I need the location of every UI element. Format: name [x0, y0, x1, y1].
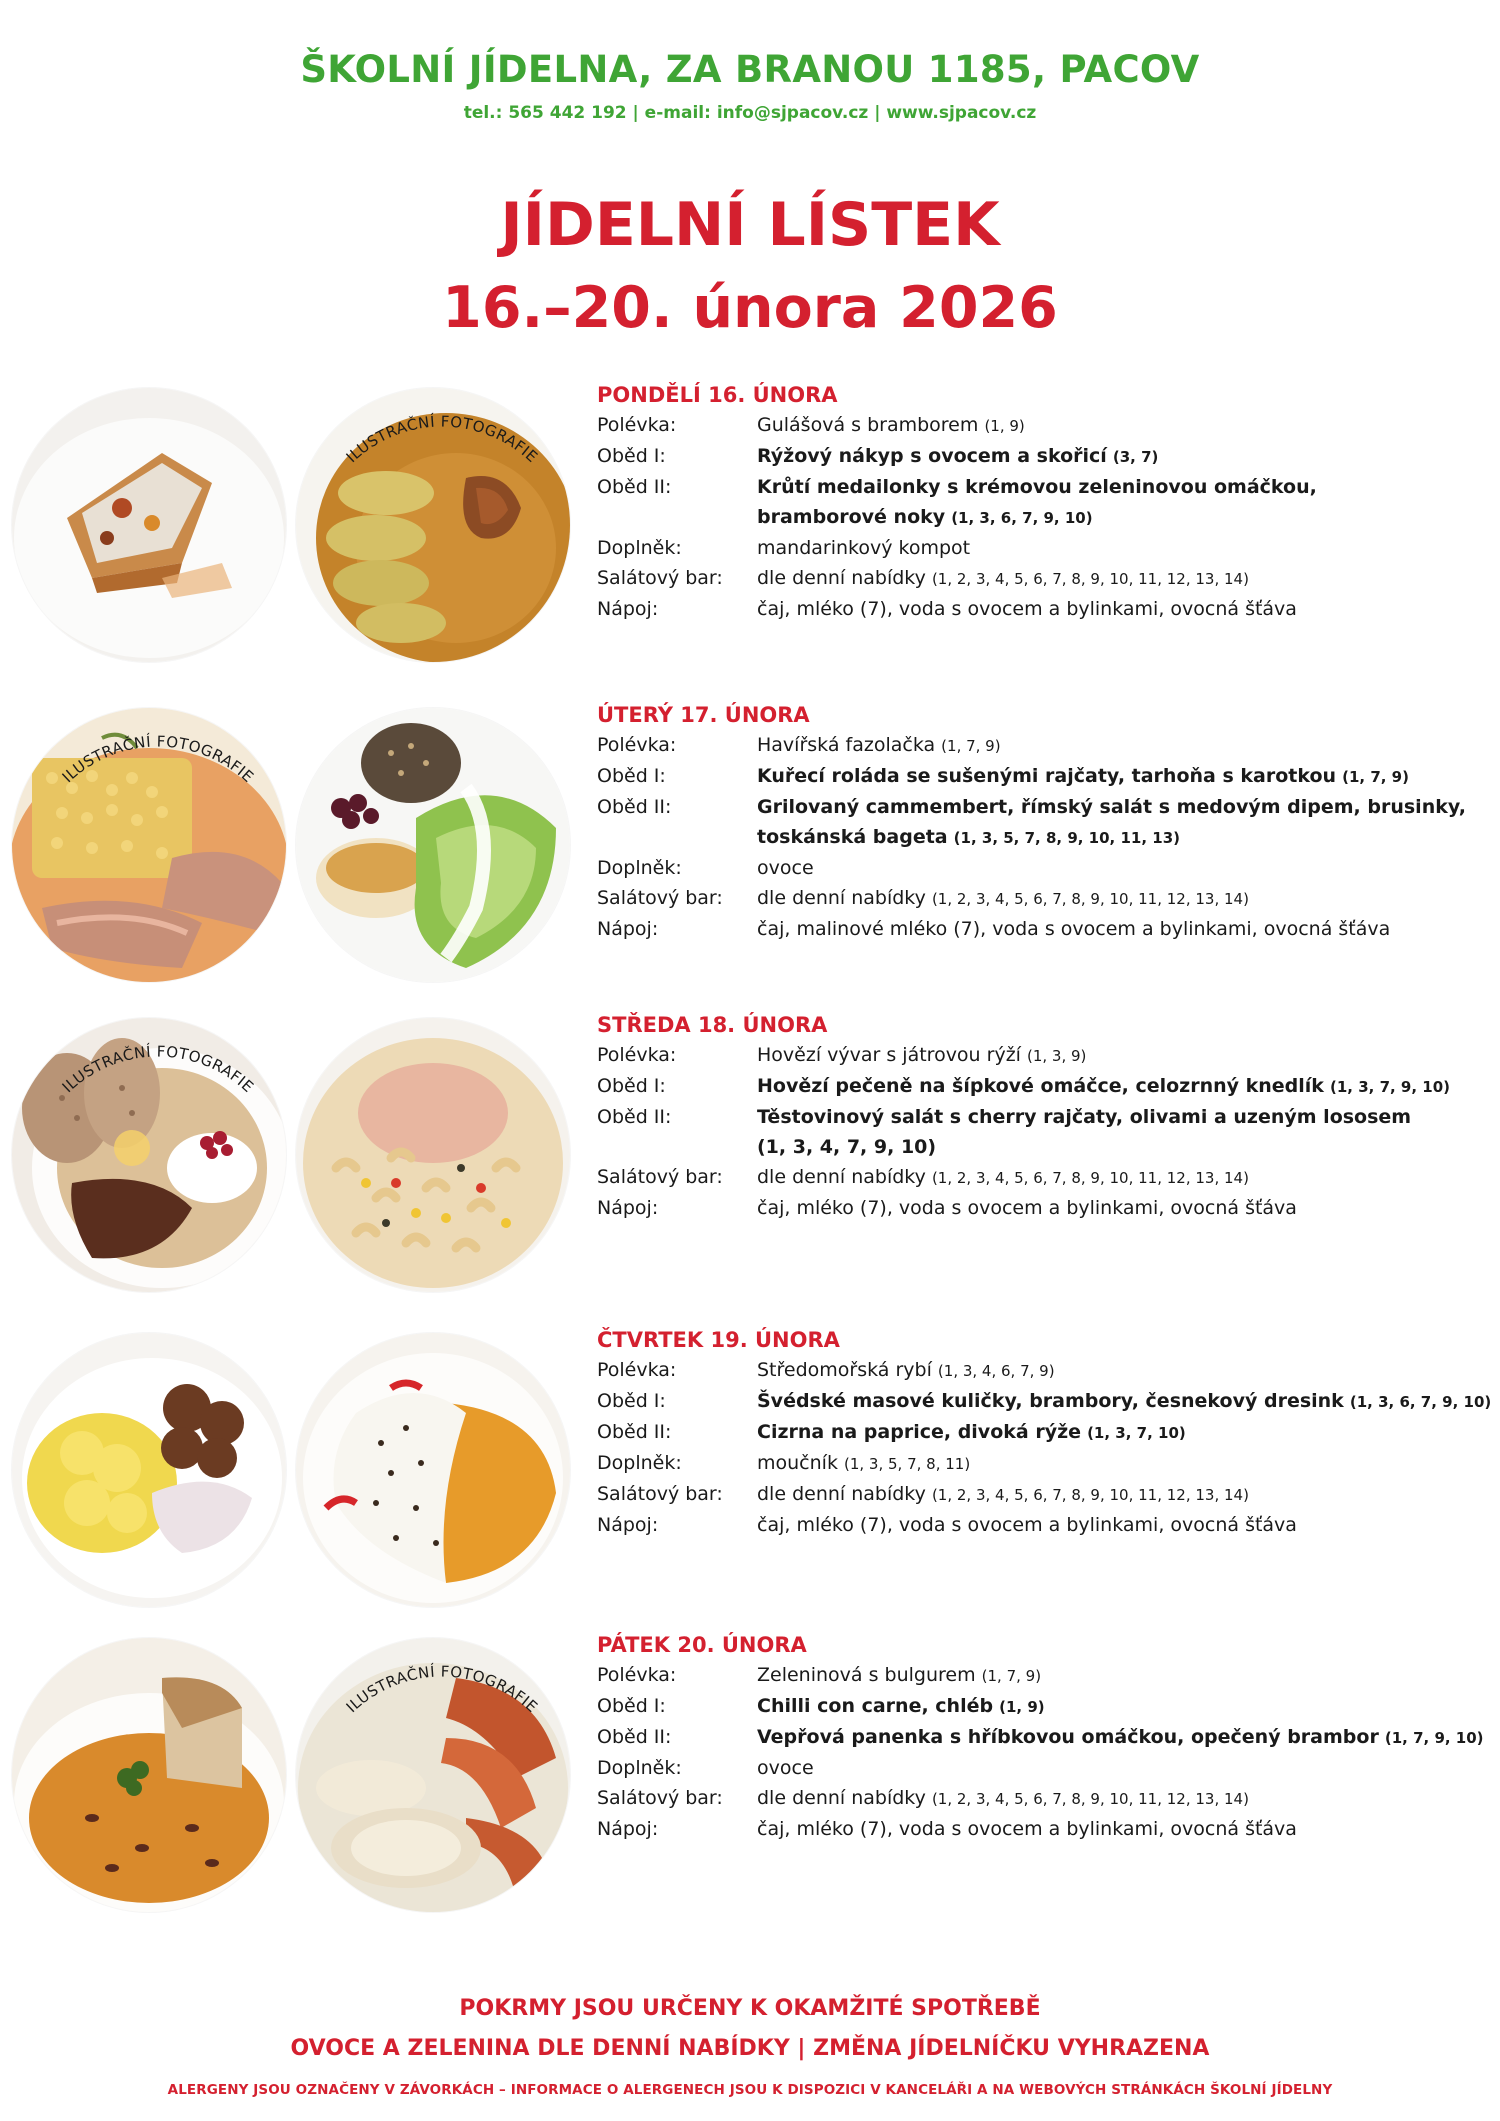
menu-row-value: [757, 1193, 1497, 1223]
footer-notice-consumption: POKRMY JSOU URČENY K OKAMŽITÉ SPOTŘEBĚ: [459, 1996, 1041, 2021]
menu-row-label: Nápoj:: [597, 918, 659, 940]
dish-name: Těstovinový salát s cherry rajčaty, olivami a uzeným lososem: [757, 1106, 1412, 1128]
menu-row: [597, 822, 1497, 853]
day-heading: ÚTERÝ 17. ÚNORA: [597, 703, 810, 727]
allergen-codes: (1, 7, 9, 10): [1384, 1729, 1484, 1747]
dish-name: Gulášová s bramborem: [757, 414, 979, 436]
svg-text:ILUSTRAČNÍ FOTOGRAFIE: [343, 412, 542, 466]
menu-row-label: Oběd II:: [597, 796, 672, 818]
dish-name: ovoce: [757, 1757, 814, 1779]
food-photo-meatballs: [12, 1333, 286, 1607]
allergen-codes: (1, 9): [984, 417, 1025, 435]
food-photo-chickpea-rice: [296, 1333, 570, 1607]
menu-row-value: [757, 1479, 1497, 1510]
menu-row-label: [597, 502, 757, 533]
dish-name: Chilli con carne, chléb: [757, 1695, 994, 1717]
allergen-codes: (1, 7, 9): [981, 1667, 1042, 1685]
menu-row: [597, 502, 1497, 533]
day-heading: PONDĚLÍ 16. ÚNORA: [597, 383, 838, 407]
menu-row-label: Salátový bar:: [597, 1166, 723, 1188]
contact-line: tel.: 565 442 192 | e-mail: info@sjpacov.cz | www.sjpacov.cz: [463, 103, 1037, 123]
menu-row: [597, 1386, 1497, 1417]
menu-row-value: [757, 1417, 1497, 1448]
allergen-codes: (1, 7, 9): [941, 737, 1001, 755]
menu-row-label: Salátový bar:: [597, 567, 723, 589]
dish-name: (1, 3, 4, 7, 9, 10): [757, 1136, 937, 1158]
day-heading: ČTVRTEK 19. ÚNORA: [597, 1328, 840, 1352]
menu-row-label: Oběd II:: [597, 1726, 672, 1748]
allergen-codes: (1, 2, 3, 4, 5, 6, 7, 8, 9, 10, 11, 12, 13, 14): [931, 890, 1249, 908]
food-photo-chilli-con-carne: [12, 1638, 286, 1912]
menu-row: [597, 1417, 1497, 1448]
illustration-label: [8, 990, 308, 1160]
menu-row-label: Nápoj:: [597, 1818, 659, 1840]
day-wednesday: [0, 1010, 1500, 1300]
menu-row-label: Oběd II:: [597, 1106, 672, 1128]
menu-row-label: Nápoj:: [597, 1197, 659, 1219]
menu-row: [597, 563, 1497, 594]
menu-row-label: Doplněk:: [597, 1452, 682, 1474]
menu-row: [597, 730, 1497, 761]
dish-name: Švédské masové kuličky, brambory, česnekový dresink: [757, 1390, 1344, 1412]
menu-row-label: Oběd I:: [597, 765, 666, 787]
allergen-codes: (1, 2, 3, 4, 5, 6, 7, 8, 9, 10, 11, 12, 13, 14): [931, 570, 1249, 588]
allergen-codes: (1, 3, 6, 7, 9, 10): [951, 509, 1093, 527]
dish-name: Grilovaný cammembert, římský salát s medovým dipem, brusinky,: [757, 796, 1466, 818]
menu-row: [597, 472, 1497, 502]
menu-row: [597, 1355, 1497, 1386]
day-menu: [597, 1325, 1497, 1540]
dish-name: dle denní nabídky: [757, 1166, 926, 1188]
illustration-text: ILUSTRAČNÍ FOTOGRAFIE: [58, 732, 258, 787]
dish-name: Krůtí medailonky s krémovou zeleninovou omáčkou,: [757, 476, 1317, 498]
dish-name: Kuřecí roláda se sušenými rajčaty, tarhoňa s karotkou: [757, 765, 1337, 787]
day-tuesday: [0, 700, 1500, 990]
menu-row: [597, 1691, 1497, 1722]
menu-row-value: [757, 853, 1497, 883]
menu-row-value: [757, 594, 1497, 624]
day-heading: STŘEDA 18. ÚNORA: [597, 1013, 828, 1037]
menu-row: [597, 1753, 1497, 1783]
allergen-codes: (1, 3, 4, 6, 7, 9): [937, 1362, 1055, 1380]
menu-row-label: Nápoj:: [597, 598, 659, 620]
menu-row-value: [757, 792, 1497, 822]
menu-row-label: Doplněk:: [597, 1757, 682, 1779]
menu-row-value: [757, 441, 1497, 472]
menu-row: [597, 1448, 1497, 1479]
illustration-text: ILUSTRAČNÍ FOTOGRAFIE: [342, 412, 542, 467]
menu-row-value: [757, 1040, 1497, 1071]
footer-notice-allergens: ALERGENY JSOU OZNAČENY V ZÁVORKÁCH – INFORMACE O ALERGENECH JSOU K DISPOZICI V KANCELÁŘI A NA WEBOVÝCH STRÁNKÁCH ŠKOLNÍ JÍDELNY: [167, 2082, 1333, 2098]
day-menu: [597, 1630, 1497, 1844]
menu-row: [597, 1071, 1497, 1102]
day-heading: PÁTEK 20. ÚNORA: [597, 1633, 807, 1657]
menu-row-value: [757, 883, 1497, 914]
menu-row-value: [757, 1386, 1497, 1417]
menu-row-label: Doplněk:: [597, 537, 682, 559]
allergen-codes: (1, 2, 3, 4, 5, 6, 7, 8, 9, 10, 11, 12, 13, 14): [931, 1790, 1249, 1808]
food-photo-pasta-salad: [296, 1018, 570, 1292]
menu-row: [597, 441, 1497, 472]
menu-row-value: [757, 1132, 1497, 1162]
menu-row-label: Doplněk:: [597, 857, 682, 879]
menu-row: [597, 1162, 1497, 1193]
menu-row-value: [757, 410, 1497, 441]
menu-row-value: [757, 563, 1497, 594]
menu-row-value: [757, 1102, 1497, 1132]
footer-notice-changes: OVOCE A ZELENINA DLE DENNÍ NABÍDKY | ZMĚNA JÍDELNÍČKU VYHRAZENA: [290, 2036, 1210, 2061]
menu-row-value: [757, 502, 1497, 533]
dish-name: čaj, mléko (7), voda s ovocem a bylinkami, ovocná šťáva: [757, 598, 1297, 620]
dish-name: toskánská bageta: [757, 826, 948, 848]
allergen-codes: (1, 7, 9): [1342, 768, 1409, 786]
menu-row: [597, 533, 1497, 563]
menu-row-label: Oběd I:: [597, 1390, 666, 1412]
menu-row: [597, 883, 1497, 914]
menu-row: [597, 1660, 1497, 1691]
dish-name: dle denní nabídky: [757, 887, 926, 909]
day-menu: [597, 700, 1497, 944]
menu-row: [597, 1040, 1497, 1071]
header: [0, 48, 1500, 123]
menu-row: [597, 1722, 1497, 1753]
dish-name: mandarinkový kompot: [757, 537, 971, 559]
dish-name: dle denní nabídky: [757, 567, 926, 589]
dish-name: moučník: [757, 1452, 838, 1474]
menu-row: [597, 1193, 1497, 1223]
dish-name: dle denní nabídky: [757, 1787, 926, 1809]
menu-row-value: [757, 1162, 1497, 1193]
menu-row: [597, 410, 1497, 441]
svg-text:ILUSTRAČNÍ FOTOGRAFIE: [343, 1662, 542, 1716]
illustration-text: ILUSTRAČNÍ FOTOGRAFIE: [342, 1662, 542, 1717]
menu-row-label: Salátový bar:: [597, 887, 723, 909]
menu-row-value: [757, 1510, 1497, 1540]
dish-name: čaj, mléko (7), voda s ovocem a bylinkami, ovocná šťáva: [757, 1197, 1297, 1219]
menu-row-value: [757, 1071, 1497, 1102]
menu-dates: 16.–20. února 2026: [442, 275, 1058, 341]
allergen-codes: (1, 3, 7, 9, 10): [1330, 1078, 1451, 1096]
menu-row-label: Oběd II:: [597, 476, 672, 498]
menu-row-value: [757, 761, 1497, 792]
illustration-label: [292, 1610, 592, 1780]
menu-row: [597, 853, 1497, 883]
svg-text:ILUSTRAČNÍ FOTOGRAFIE: [59, 732, 258, 786]
allergen-codes: (1, 3, 9): [1027, 1047, 1087, 1065]
menu-row: [597, 594, 1497, 624]
menu-row-label: Oběd I:: [597, 1695, 666, 1717]
allergen-codes: (1, 9): [999, 1698, 1045, 1716]
school-name: ŠKOLNÍ JÍDELNA, ZA BRANOU 1185, PACOV: [300, 48, 1200, 91]
day-monday: [0, 380, 1500, 670]
menu-row-label: Oběd I:: [597, 1075, 666, 1097]
menu-title: JÍDELNÍ LÍSTEK: [500, 190, 1000, 260]
dish-name: čaj, malinové mléko (7), voda s ovocem a bylinkami, ovocná šťáva: [757, 918, 1391, 940]
menu-row-value: [757, 533, 1497, 563]
menu-row-label: Salátový bar:: [597, 1483, 723, 1505]
dish-name: Vepřová panenka s hříbkovou omáčkou, opečený brambor: [757, 1726, 1379, 1748]
menu-row-value: [757, 472, 1497, 502]
allergen-codes: (1, 2, 3, 4, 5, 6, 7, 8, 9, 10, 11, 12, 13, 14): [931, 1486, 1249, 1504]
dish-name: Středomořská rybí: [757, 1359, 932, 1381]
food-photo-camembert-salad: [296, 708, 570, 982]
dish-name: dle denní nabídky: [757, 1483, 926, 1505]
menu-row-label: Polévka:: [597, 1359, 677, 1381]
menu-row-label: Oběd II:: [597, 1421, 672, 1443]
menu-row-label: [597, 822, 757, 853]
menu-row-value: [757, 1660, 1497, 1691]
illustration-label: [8, 680, 308, 850]
menu-row-label: Polévka:: [597, 414, 677, 436]
menu-row: [597, 1814, 1497, 1844]
menu-row-label: Polévka:: [597, 1664, 677, 1686]
menu-row: [597, 1102, 1497, 1132]
dish-name: Zeleninová s bulgurem: [757, 1664, 976, 1686]
svg-text:ILUSTRAČNÍ FOTOGRAFIE: [59, 1042, 258, 1096]
menu-row: [597, 1783, 1497, 1814]
dish-name: ovoce: [757, 857, 814, 879]
menu-row: [597, 761, 1497, 792]
menu-row-label: Oběd I:: [597, 445, 666, 467]
day-thursday: [0, 1325, 1500, 1615]
menu-row-value: [757, 1448, 1497, 1479]
allergen-codes: (1, 3, 5, 7, 8, 9, 10, 11, 13): [953, 829, 1180, 847]
dish-name: Cizrna na paprice, divoká rýže: [757, 1421, 1082, 1443]
allergen-codes: (1, 3, 6, 7, 9, 10): [1349, 1393, 1492, 1411]
menu-row-value: [757, 730, 1497, 761]
menu-row-value: [757, 1722, 1497, 1753]
dish-name: Havířská fazolačka: [757, 734, 936, 756]
menu-row-value: [757, 1691, 1497, 1722]
menu-row: [597, 1132, 1497, 1162]
menu-row: [597, 792, 1497, 822]
menu-row-value: [757, 1814, 1497, 1844]
dish-name: čaj, mléko (7), voda s ovocem a bylinkami, ovocná šťáva: [757, 1514, 1297, 1536]
dish-name: bramborové noky: [757, 506, 946, 528]
food-photo-rice-pudding: [12, 388, 286, 662]
allergen-codes: (1, 3, 5, 7, 8, 11): [844, 1455, 971, 1473]
dish-name: Hovězí pečeně na šípkové omáčce, celozrnný knedlík: [757, 1075, 1324, 1097]
day-menu: [597, 380, 1497, 624]
day-menu: [597, 1010, 1497, 1223]
menu-row-value: [757, 1355, 1497, 1386]
menu-row-label: Polévka:: [597, 1044, 677, 1066]
menu-row-value: [757, 822, 1497, 853]
menu-row-value: [757, 1753, 1497, 1783]
menu-row-label: Polévka:: [597, 734, 677, 756]
allergen-codes: (1, 3, 7, 10): [1087, 1424, 1186, 1442]
menu-row: [597, 1510, 1497, 1540]
dish-name: Hovězí vývar s játrovou rýží: [757, 1044, 1021, 1066]
menu-row-label: Nápoj:: [597, 1514, 659, 1536]
dish-name: čaj, mléko (7), voda s ovocem a bylinkami, ovocná šťáva: [757, 1818, 1297, 1840]
menu-row: [597, 1479, 1497, 1510]
menu-row-label: [597, 1132, 757, 1162]
illustration-text: ILUSTRAČNÍ FOTOGRAFIE: [58, 1042, 258, 1097]
menu-row-value: [757, 1783, 1497, 1814]
menu-row-label: Salátový bar:: [597, 1787, 723, 1809]
day-friday: [0, 1630, 1500, 1920]
allergen-codes: (1, 2, 3, 4, 5, 6, 7, 8, 9, 10, 11, 12, 13, 14): [931, 1169, 1249, 1187]
allergen-codes: (3, 7): [1112, 448, 1159, 466]
menu-row-value: [757, 914, 1497, 944]
menu-row: [597, 914, 1497, 944]
dish-name: Rýžový nákyp s ovocem a skořicí: [757, 445, 1107, 467]
illustration-label: [292, 360, 592, 530]
